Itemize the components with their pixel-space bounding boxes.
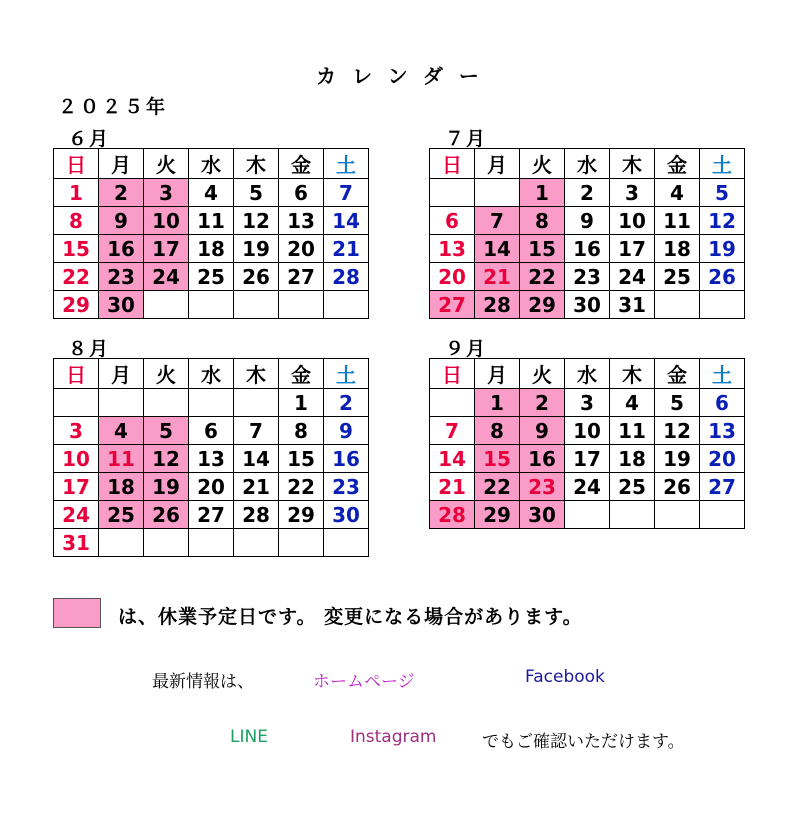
day-cell: 24 <box>54 501 99 529</box>
day-cell: 3 <box>144 179 189 207</box>
empty-day-cell <box>144 529 189 557</box>
month-label-september: ９月 <box>445 338 488 360</box>
day-cell: 16 <box>99 235 144 263</box>
day-cell: 8 <box>475 417 520 445</box>
day-cell: 9 <box>99 207 144 235</box>
week-row <box>430 389 745 417</box>
week-row <box>54 291 369 319</box>
day-cell: 20 <box>700 445 745 473</box>
day-cell: 11 <box>655 207 700 235</box>
day-cell: 29 <box>520 291 565 319</box>
day-cell: 24 <box>144 263 189 291</box>
weekday-header: 金 <box>655 359 700 389</box>
week-row <box>54 417 369 445</box>
day-cell: 30 <box>520 501 565 529</box>
page-title: カレンダー <box>316 64 495 88</box>
weekday-header: 火 <box>144 359 189 389</box>
day-cell: 9 <box>520 417 565 445</box>
day-cell: 9 <box>324 417 369 445</box>
week-row <box>430 179 745 207</box>
day-cell: 7 <box>234 417 279 445</box>
month-label-august: ８月 <box>68 338 111 360</box>
day-cell: 24 <box>565 473 610 501</box>
day-cell: 24 <box>610 263 655 291</box>
day-cell: 31 <box>54 529 99 557</box>
day-cell: 27 <box>279 263 324 291</box>
day-cell: 11 <box>189 207 234 235</box>
day-cell: 14 <box>430 445 475 473</box>
week-row <box>54 501 369 529</box>
calendar-june <box>53 148 369 319</box>
empty-day-cell <box>54 389 99 417</box>
empty-day-cell <box>655 501 700 529</box>
holiday-legend-swatch <box>53 598 101 628</box>
day-cell: 27 <box>700 473 745 501</box>
day-cell: 29 <box>54 291 99 319</box>
weekday-header-row <box>54 149 369 179</box>
day-cell: 28 <box>430 501 475 529</box>
day-cell: 8 <box>279 417 324 445</box>
weekday-header: 月 <box>475 359 520 389</box>
day-cell: 1 <box>279 389 324 417</box>
day-cell: 4 <box>655 179 700 207</box>
day-cell: 10 <box>565 417 610 445</box>
day-cell: 16 <box>324 445 369 473</box>
empty-day-cell <box>189 291 234 319</box>
day-cell: 23 <box>520 473 565 501</box>
week-row <box>430 207 745 235</box>
day-cell: 12 <box>144 445 189 473</box>
weekday-header: 水 <box>189 149 234 179</box>
week-row <box>430 473 745 501</box>
month-label-june: ６月 <box>68 128 111 150</box>
empty-day-cell <box>279 529 324 557</box>
day-cell: 20 <box>279 235 324 263</box>
day-cell: 29 <box>279 501 324 529</box>
week-row <box>430 235 745 263</box>
empty-day-cell <box>144 389 189 417</box>
weekday-header: 日 <box>430 359 475 389</box>
line-link[interactable]: LINE <box>230 727 268 747</box>
day-cell: 5 <box>700 179 745 207</box>
day-cell: 3 <box>610 179 655 207</box>
week-row <box>54 207 369 235</box>
empty-day-cell <box>610 501 655 529</box>
day-cell: 26 <box>144 501 189 529</box>
day-cell: 22 <box>54 263 99 291</box>
calendar-july <box>429 148 745 319</box>
holiday-legend-text: は、休業予定日です。 変更になる場合があります。 <box>118 606 583 628</box>
week-row <box>430 445 745 473</box>
day-cell: 21 <box>234 473 279 501</box>
day-cell: 8 <box>54 207 99 235</box>
day-cell: 17 <box>610 235 655 263</box>
day-cell: 27 <box>189 501 234 529</box>
weekday-header: 火 <box>520 359 565 389</box>
day-cell: 11 <box>610 417 655 445</box>
day-cell: 15 <box>54 235 99 263</box>
week-row <box>430 291 745 319</box>
day-cell: 14 <box>324 207 369 235</box>
week-row <box>54 445 369 473</box>
day-cell: 12 <box>700 207 745 235</box>
day-cell: 18 <box>610 445 655 473</box>
day-cell: 5 <box>655 389 700 417</box>
weekday-header: 金 <box>279 149 324 179</box>
empty-day-cell <box>99 389 144 417</box>
weekday-header: 水 <box>565 359 610 389</box>
empty-day-cell <box>189 389 234 417</box>
week-row <box>54 473 369 501</box>
day-cell: 3 <box>54 417 99 445</box>
day-cell: 7 <box>475 207 520 235</box>
weekday-header: 土 <box>324 149 369 179</box>
empty-day-cell <box>279 291 324 319</box>
day-cell: 14 <box>234 445 279 473</box>
weekday-header: 木 <box>234 359 279 389</box>
day-cell: 16 <box>520 445 565 473</box>
day-cell: 14 <box>475 235 520 263</box>
day-cell: 18 <box>189 235 234 263</box>
year-label: ２０２５年 <box>58 96 169 118</box>
weekday-header: 月 <box>475 149 520 179</box>
weekday-header: 金 <box>655 149 700 179</box>
empty-day-cell <box>430 389 475 417</box>
empty-day-cell <box>565 501 610 529</box>
empty-day-cell <box>324 529 369 557</box>
day-cell: 1 <box>54 179 99 207</box>
day-cell: 13 <box>279 207 324 235</box>
weekday-header: 火 <box>144 149 189 179</box>
day-cell: 25 <box>189 263 234 291</box>
week-row <box>430 263 745 291</box>
day-cell: 23 <box>324 473 369 501</box>
week-row <box>54 235 369 263</box>
day-cell: 25 <box>610 473 655 501</box>
info-prefix: 最新情報は、 <box>152 672 254 692</box>
week-row <box>54 529 369 557</box>
day-cell: 12 <box>234 207 279 235</box>
weekday-header: 水 <box>565 149 610 179</box>
weekday-header-row <box>430 149 745 179</box>
weekday-header: 木 <box>610 359 655 389</box>
day-cell: 4 <box>610 389 655 417</box>
weekday-header: 木 <box>610 149 655 179</box>
day-cell: 7 <box>430 417 475 445</box>
day-cell: 23 <box>99 263 144 291</box>
day-cell: 10 <box>54 445 99 473</box>
week-row <box>430 417 745 445</box>
day-cell: 10 <box>610 207 655 235</box>
weekday-header: 木 <box>234 149 279 179</box>
day-cell: 2 <box>520 389 565 417</box>
day-cell: 11 <box>99 445 144 473</box>
day-cell: 15 <box>475 445 520 473</box>
day-cell: 13 <box>189 445 234 473</box>
day-cell: 18 <box>655 235 700 263</box>
day-cell: 10 <box>144 207 189 235</box>
weekday-header: 日 <box>430 149 475 179</box>
weekday-header-row <box>430 359 745 389</box>
day-cell: 19 <box>655 445 700 473</box>
day-cell: 28 <box>234 501 279 529</box>
day-cell: 21 <box>430 473 475 501</box>
empty-day-cell <box>324 291 369 319</box>
day-cell: 13 <box>700 417 745 445</box>
day-cell: 28 <box>324 263 369 291</box>
empty-day-cell <box>234 389 279 417</box>
day-cell: 9 <box>565 207 610 235</box>
day-cell: 27 <box>430 291 475 319</box>
empty-day-cell <box>99 529 144 557</box>
weekday-header: 土 <box>700 359 745 389</box>
day-cell: 6 <box>430 207 475 235</box>
weekday-header: 水 <box>189 359 234 389</box>
day-cell: 7 <box>324 179 369 207</box>
week-row <box>54 179 369 207</box>
day-cell: 6 <box>189 417 234 445</box>
week-row <box>54 263 369 291</box>
day-cell: 3 <box>565 389 610 417</box>
weekday-header: 土 <box>700 149 745 179</box>
day-cell: 20 <box>189 473 234 501</box>
weekday-header: 日 <box>54 359 99 389</box>
day-cell: 19 <box>144 473 189 501</box>
day-cell: 26 <box>700 263 745 291</box>
day-cell: 18 <box>99 473 144 501</box>
day-cell: 25 <box>99 501 144 529</box>
day-cell: 22 <box>520 263 565 291</box>
empty-day-cell <box>234 291 279 319</box>
homepage-link[interactable]: ホームページ <box>313 672 415 692</box>
day-cell: 1 <box>520 179 565 207</box>
day-cell: 2 <box>324 389 369 417</box>
day-cell: 28 <box>475 291 520 319</box>
info-suffix: でもご確認いただけます。 <box>482 732 685 752</box>
day-cell: 15 <box>279 445 324 473</box>
day-cell: 19 <box>700 235 745 263</box>
weekday-header: 月 <box>99 149 144 179</box>
day-cell: 5 <box>144 417 189 445</box>
day-cell: 6 <box>279 179 324 207</box>
empty-day-cell <box>189 529 234 557</box>
day-cell: 30 <box>565 291 610 319</box>
empty-day-cell <box>700 501 745 529</box>
day-cell: 30 <box>99 291 144 319</box>
empty-day-cell <box>144 291 189 319</box>
day-cell: 19 <box>234 235 279 263</box>
day-cell: 16 <box>565 235 610 263</box>
day-cell: 8 <box>520 207 565 235</box>
day-cell: 2 <box>99 179 144 207</box>
weekday-header: 金 <box>279 359 324 389</box>
day-cell: 5 <box>234 179 279 207</box>
day-cell: 31 <box>610 291 655 319</box>
day-cell: 29 <box>475 501 520 529</box>
month-label-july: ７月 <box>445 128 488 150</box>
weekday-header-row <box>54 359 369 389</box>
day-cell: 17 <box>144 235 189 263</box>
day-cell: 22 <box>279 473 324 501</box>
day-cell: 25 <box>655 263 700 291</box>
empty-day-cell <box>430 179 475 207</box>
calendar-august <box>53 358 369 557</box>
day-cell: 4 <box>99 417 144 445</box>
empty-day-cell <box>655 291 700 319</box>
day-cell: 21 <box>475 263 520 291</box>
day-cell: 6 <box>700 389 745 417</box>
week-row <box>430 501 745 529</box>
empty-day-cell <box>700 291 745 319</box>
day-cell: 23 <box>565 263 610 291</box>
day-cell: 17 <box>54 473 99 501</box>
week-row <box>54 389 369 417</box>
day-cell: 13 <box>430 235 475 263</box>
day-cell: 12 <box>655 417 700 445</box>
facebook-link[interactable]: Facebook <box>525 667 605 687</box>
day-cell: 15 <box>520 235 565 263</box>
empty-day-cell <box>475 179 520 207</box>
weekday-header: 火 <box>520 149 565 179</box>
day-cell: 26 <box>234 263 279 291</box>
day-cell: 4 <box>189 179 234 207</box>
day-cell: 26 <box>655 473 700 501</box>
day-cell: 20 <box>430 263 475 291</box>
weekday-header: 月 <box>99 359 144 389</box>
day-cell: 30 <box>324 501 369 529</box>
weekday-header: 土 <box>324 359 369 389</box>
day-cell: 1 <box>475 389 520 417</box>
calendar-september <box>429 358 745 529</box>
day-cell: 21 <box>324 235 369 263</box>
day-cell: 2 <box>565 179 610 207</box>
empty-day-cell <box>234 529 279 557</box>
day-cell: 22 <box>475 473 520 501</box>
weekday-header: 日 <box>54 149 99 179</box>
instagram-link[interactable]: Instagram <box>350 727 437 747</box>
day-cell: 17 <box>565 445 610 473</box>
